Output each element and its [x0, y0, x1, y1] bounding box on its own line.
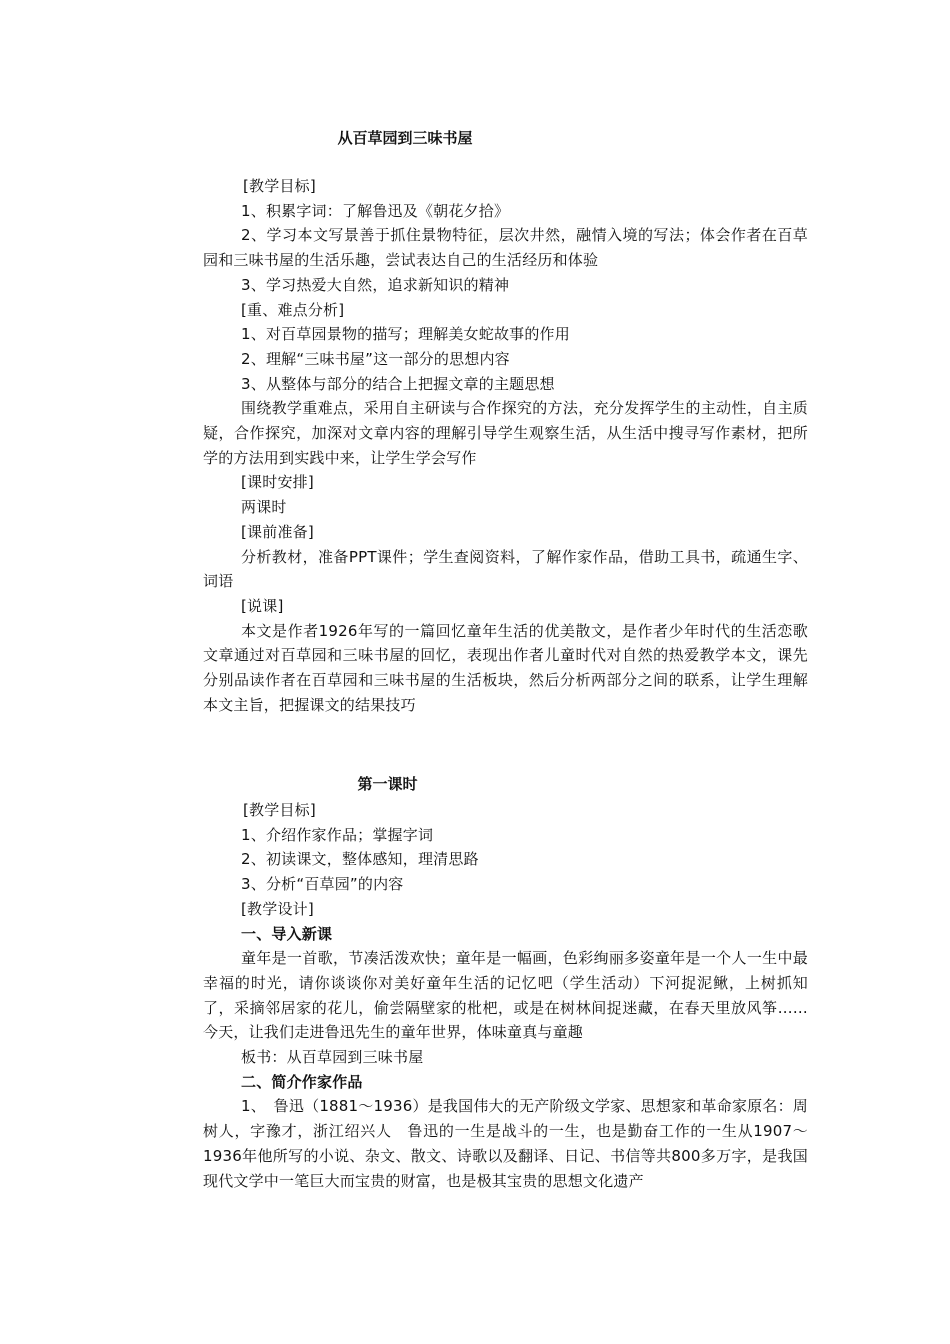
paragraph: 两课时 [241, 498, 287, 517]
paragraph: 2、学习本文写景善于抓住景物特征，层次井然，融情入境的写法；体会作者在百草园和三味书屋的生活乐趣，尝试表达自己的生活经历和体验 [203, 226, 808, 270]
paragraph: 1、对百草园景物的描写；理解美女蛇故事的作用 [241, 325, 570, 344]
paragraph: 围绕教学重难点，采用自主研读与合作探究的方法，充分发挥学生的主动性，自主质疑，合作探究，加深对文章内容的理解引导学生观察生活，从生活中搜寻写作素材，把所学的方法用到实践中来，让学生学会写作 [203, 399, 808, 467]
paragraph: 二、简介作家作品 [241, 1072, 363, 1091]
document-title: 从百草园到三味书屋 [337, 129, 473, 147]
paragraph: 2、初读课文，整体感知，理清思路 [241, 850, 479, 869]
paragraph: 童年是一首歌，节凑活泼欢快；童年是一幅画，色彩绚丽多姿童年是一个人一生中最幸福的时光，请你谈谈你对美好童年生活的记忆吧（学生活动）下河捉泥鳅，上树抓知了，采摘邻居家的花儿，偷尝隔壁家的枇杷，或是在树林间捉迷藏，在春天里放风筝……今天，让我们走进鲁迅先生的童年世界，体味童真与童趣 [203, 949, 808, 1042]
paragraph: [说课] [241, 596, 284, 615]
lesson-title: 第一课时 [357, 775, 418, 793]
paragraph: [教学设计] [241, 899, 314, 918]
paragraph: 1、介绍作家作品；掌握字词 [241, 825, 434, 844]
paragraph: [课前准备] [241, 522, 314, 541]
paragraph: 本文是作者1926年写的一篇回忆童年生活的优美散文，是作者少年时代的生活恋歌文章通过对百草园和三味书屋的回忆，表现出作者儿童时代对自然的热爱教学本文，课先分别品读作者在百草园和三味书屋的生活板块，然后分析两部分之间的联系，让学生理解本文主旨，把握课文的结果技巧 [203, 621, 808, 714]
paragraph: [教学目标] [243, 177, 316, 195]
paragraph: 2、理解“三味书屋”这一部分的思想内容 [241, 349, 510, 368]
paragraph: 3、从整体与部分的结合上把握文章的主题思想 [241, 374, 555, 393]
paragraph: 1、积累字词：了解鲁迅及《朝花夕拾》 [241, 201, 510, 220]
paragraph: 一、导入新课 [241, 924, 333, 943]
paragraph: 3、分析“百草园”的内容 [241, 875, 404, 894]
paragraph: [课时安排] [241, 473, 314, 492]
paragraph: [教学目标] [243, 801, 316, 819]
paragraph: [重、难点分析] [241, 300, 345, 319]
paragraph: 板书：从百草园到三味书屋 [241, 1048, 424, 1067]
lesson-section [203, 798, 808, 1193]
paragraph: 3、学习热爱大自然，追求新知识的精神 [241, 275, 510, 294]
paragraph: 1、 鲁迅（1881～1936）是我国伟大的无产阶级文学家、思想家和革命家原名：周树人，字豫才，浙江绍兴人 鲁迅的一生是战斗的一生，也是勤奋工作的一生从1907～1936年他所写的小说、杂文、散文、诗歌以及翻译、日记、书信等共800多万字，是我国现代文学中一笔巨大而宝贵的财富，也是极其宝贵的思想文化遗产 [203, 1097, 808, 1190]
paragraph: 分析教材，准备PPT课件；学生查阅资料，了解作家作品，借助工具书，疏通生字、词语 [203, 547, 808, 591]
intro-section [203, 174, 808, 717]
